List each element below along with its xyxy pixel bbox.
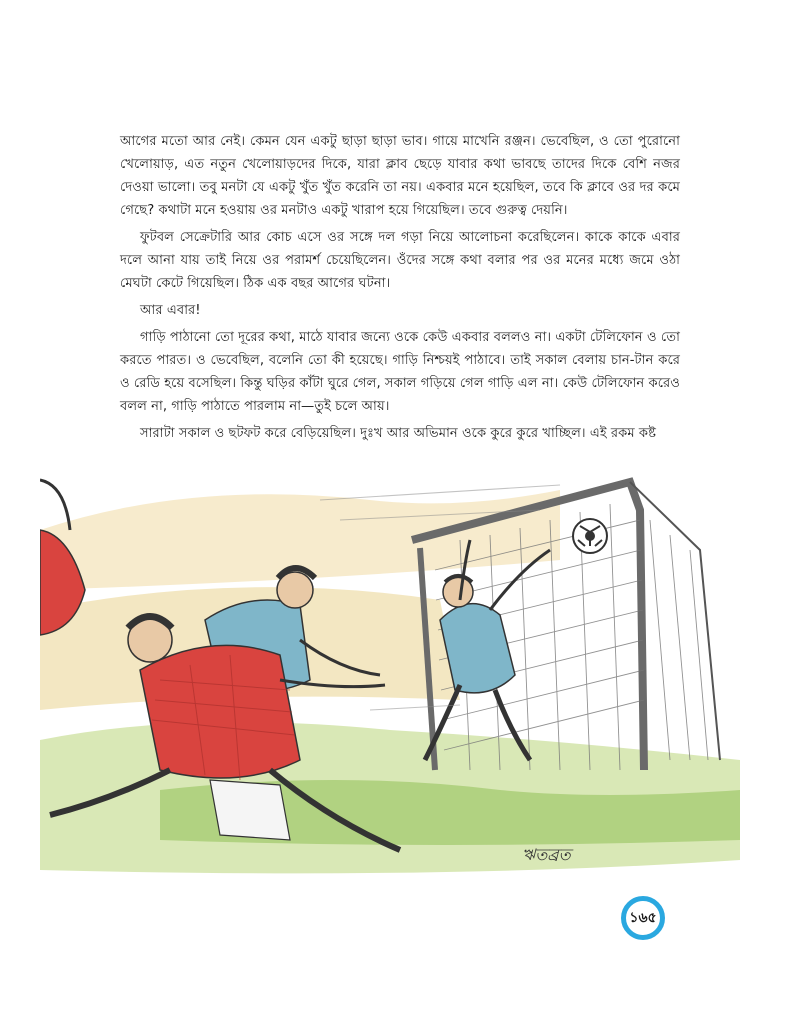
football-illustration: [40, 440, 740, 880]
page-number: ১৬৫: [621, 896, 665, 940]
artist-signature: ঋতব্রত: [522, 845, 571, 864]
paragraph-5: সারাটা সকাল ও ছটফট করে বেড়িয়েছিল। দুঃখ আর অভিমান ওকে কুরে কুরে খাচ্ছিল। এই রকম কষ্ট: [140, 426, 657, 441]
paragraph-1: আগের মতো আর নেই। কেমন যেন একটু ছাড়া ছাড়া ভাব। গায়ে মাখেনি রঞ্জন। ভেবেছিল, ও তো পুরোনো খেলোয়াড়, এত নতুন খেলোয়াড়দের দিকে, যারা ক্লাব ছেড়ে যাবার কথা ভাবছে তাদের দিকে বেশি নজর দেওয়া ভালো। তবু মনটা যে একটু খুঁত খুঁত করেনি তা নয়। একবার মনে হয়েছিল, তবে কি ক্লাবে ওর দর কমে গেছে? কথাটা মনে হওয়ায় ওর মনটাও একটু খারাপ হয়ে গিয়েছিল। তবে গুরুত্ব দেয়নি।: [120, 134, 680, 218]
story-text: [120, 130, 680, 449]
paragraph-2: ফুটবল সেক্রেটারি আর কোচ এসে ওর সঙ্গে দল গড়া নিয়ে আলোচনা করেছিলেন। কাকে কাকে এবার দলে আনা যায় তাই নিয়ে ওর পরামর্শ চেয়েছিলেন। ওঁদের সঙ্গে কথা বলার পর ওর মনের মধ্যে জমে ওঠা মেঘটা কেটে গিয়েছিল। ঠিক এক বছর আগের ঘটনা।: [120, 230, 680, 291]
football-icon: [573, 519, 607, 553]
paragraph-3: আর এবার!: [140, 303, 201, 318]
paragraph-4: গাড়ি পাঠানো তো দূরের কথা, মাঠে যাবার জন্যে ওকে কেউ একবার বললও না। একটা টেলিফোন ও তো করতে পারত। ও ভেবেছিল, বলেনি তো কী হয়েছে। গাড়ি নিশ্চয়ই পাঠাবে। তাই সকাল বেলায় চান-টান করে ও রেডি হয়ে বসেছিল। কিন্তু ঘড়ির কাঁটা ঘুরে গেল, সকাল গড়িয়ে গেল গাড়ি এল না। কেউ টেলিফোন করেও বলল না, গাড়ি পাঠাতে পারলাম না—তুই চলে আয়।: [120, 330, 680, 414]
